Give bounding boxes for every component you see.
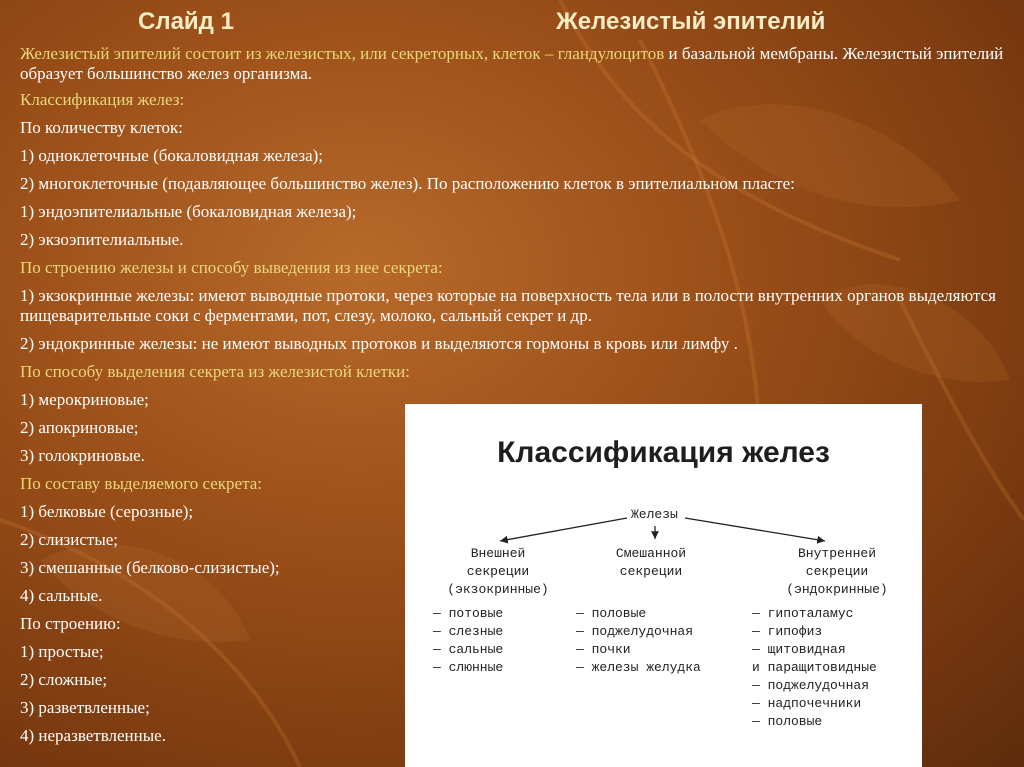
slide-header (0, 8, 1024, 42)
column-heading (433, 545, 563, 599)
diagram-list-item: — половые (752, 714, 823, 729)
column-heading (576, 545, 726, 599)
diagram-list-item: — надпочечники (752, 696, 862, 711)
diagram-list-item: и паращитовидные (752, 660, 877, 675)
diagram-list-item: — слюнные (433, 660, 504, 675)
list-item: 1) экзокринные железы: имеют выводные протоки, через которые на поверхность тела или в полости внутренних органов выделяются пищеварительные соки с ферментами, пот, слезу, молоко, сальный секрет и др. (20, 286, 996, 325)
diagram-list-item: — сальные (433, 642, 504, 657)
diagram-root-node: Железы (631, 507, 678, 522)
list-item: 4) неразветвленные. (20, 726, 166, 745)
list-item: 1) одноклеточные (бокаловидная железа); (20, 146, 324, 165)
diagram-title: Классификация желез (497, 436, 830, 469)
slide-title: Железистый эпителий (556, 8, 826, 35)
intro-paragraph (20, 44, 1010, 84)
list-item: 1) белковые (серозные); (20, 502, 194, 521)
secret-composition-label: По составу выделяемого секрета: (20, 474, 262, 493)
diagram-column-endocrine (752, 545, 922, 731)
heading-line: (эндокринные) (786, 582, 888, 597)
list-item: 2) сложные; (20, 670, 108, 689)
structure-label: По строению: (20, 614, 121, 633)
heading-line: Внутренней (797, 546, 876, 561)
diagram-list-item: — поджелудочная (752, 678, 870, 693)
heading-line: секреции (619, 564, 683, 579)
list-item: 4) сальные. (20, 586, 103, 605)
list-item: 1) эндоэпителиальные (бокаловидная железа); (20, 202, 357, 221)
diagram-list-item: — потовые (433, 606, 504, 621)
heading-line: Внешней (470, 546, 526, 561)
list-item: 3) разветвленные; (20, 698, 150, 717)
intro-text: и базальной мембраны. Железистый эпителий образует большинство желез организма. (20, 44, 1004, 83)
secretion-method-label: По способу выделения секрета из железистой клетки: (20, 362, 410, 381)
intro-term: гландулоцитов (557, 44, 665, 63)
structure-secretion-label: По строению железы и способу выведения из нее секрета: (20, 258, 443, 277)
diagram-list-item: — железы желудка (576, 660, 701, 675)
list-item: 2) экзоэпителиальные. (20, 230, 184, 249)
heading-line: (экзокринные) (447, 582, 549, 597)
diagram-list-item: — щитовидная (752, 642, 846, 657)
heading-line: секреции (805, 564, 869, 579)
intro-text-highlight: Железистый эпителий состоит из железистых, или секреторных, клеток – (20, 44, 558, 63)
diagram-list-item: — почки (576, 642, 631, 657)
list-item: 1) простые; (20, 642, 104, 661)
diagram-list-item: — гипоталамус (752, 606, 854, 621)
list-item: 2) многоклеточные (подавляющее большинство желез). По расположению клеток в эпителиальном пласте: (20, 174, 795, 193)
cell-count-label: По количеству клеток: (20, 118, 183, 137)
heading-spacer (576, 581, 726, 599)
list-item: 3) голокриновые. (20, 446, 145, 465)
list-item: 2) слизистые; (20, 530, 119, 549)
diagram-list-item: — гипофиз (752, 624, 823, 639)
list-item: 3) смешанные (белково-слизистые); (20, 558, 280, 577)
classification-heading: Классификация желез: (20, 90, 185, 109)
diagram-list-item: — слезные (433, 624, 504, 639)
diagram-list-item: — половые (576, 606, 647, 621)
list-item: 2) апокриновые; (20, 418, 139, 437)
heading-line: Смешанной (615, 546, 687, 561)
heading-line: секреции (466, 564, 530, 579)
diagram-column-mixed (576, 545, 726, 677)
list-item: 1) мерокриновые; (20, 390, 149, 409)
slide-number: Слайд 1 (138, 8, 234, 35)
diagram-list-item: — поджелудочная (576, 624, 694, 639)
list-item: 2) эндокринные железы: не имеют выводных протоков и выделяются гормоны в кровь или лимфу . (20, 334, 738, 353)
classification-diagram (405, 404, 922, 767)
column-heading (752, 545, 922, 599)
diagram-column-exocrine (433, 545, 563, 677)
